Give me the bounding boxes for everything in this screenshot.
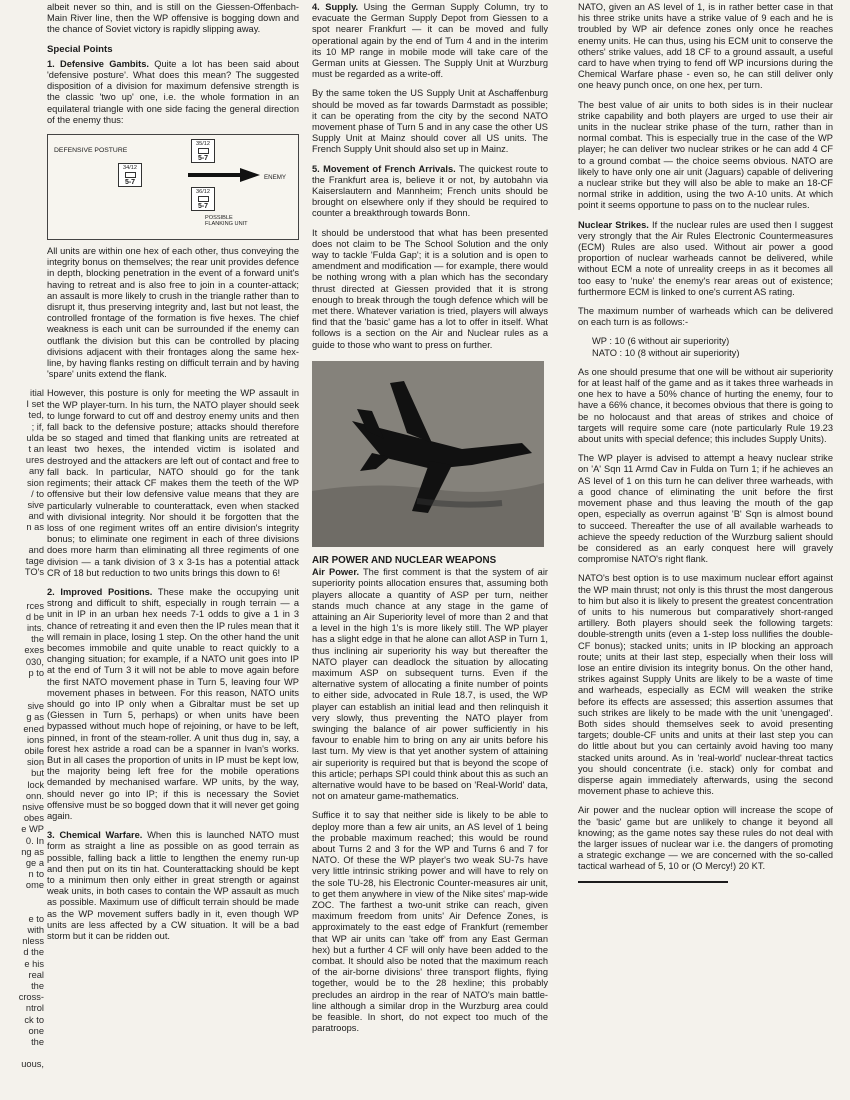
fragment-line [0, 1048, 44, 1059]
fragment-line: onn. [25, 790, 44, 801]
diagram-title: DEFENSIVE POSTURE [54, 147, 128, 155]
fragment-line: rces [26, 600, 44, 611]
french-arrivals-title: 5. Movement of French Arrivals. [312, 163, 456, 174]
fragment-line: d be [25, 611, 44, 622]
fragment-line: TO's [24, 567, 44, 577]
fragment-line: sive [27, 499, 44, 510]
nuclear-strikes-paragraph: Nuclear Strikes. If the nuclear rules are used then I suggest very strongly that the Air Rules Electronic Countermeasures (ECM) Rules are also used. Without air power a good proportion of nuclear warheads cannot be delivered, while without ECM a note of unreality creeps in as it becomes all too easy to 'nuke' the enemy's rear areas out of existence; furthermore ECM is linked to one's current AS rating. [578, 219, 833, 297]
fragment-line: ome [25, 880, 44, 891]
fragment-line: ions [26, 734, 44, 745]
wp-nuclear-paragraph: The WP player is advised to attempt a heavy nuclear strike on 'A' Sqn 11 Armd Cav in Fulda on Turn 1; if he achieves an AS level of 1 on this turn he can deliver three warheads, with a good chance of eliminating the unit before the first movement phase and thus leaving the mouth of the gap open, especially as overrun against 'B' Sqn is almost bound to succeed. Thereafter the use of all available warheads to achieve the speedy reduction of the Wurzburg salient should be considered as an early conquest here will gravely compromise NATO's right flank. [578, 453, 833, 565]
fragment-line: exes [24, 645, 44, 656]
fragment-line: obile [24, 746, 44, 756]
warhead-wp: WP : 10 (6 without air superiority) [592, 336, 730, 347]
air-units-paragraph: Suffice it to say that neither side is likely to be able to deploy more than a few air units, an AS level of 1 being the probable maximum reached; this would be round about Turns 2 and 3 for the WP and Turns 6 and 7 for NATO. Of these the WP player's two weak SU-7s have very little intrinsic striking power and will have to rely on the sole TU-28, his Electronic Counter-measures air unit, to get them anywhere in view of the Nike sites' map-wide ZOC. The farthest a two-unit strike can reach, given maximum freedom from units' Air Defence Zones, is approximately to the east edge of Frankfurt (remember that WP air units can 'take off' from any East German hex) but a further 4 CF will only have been added to the combat. It should also be noted that the maximum reach of the air-borne divisions' three transport flights, flying together, would be to the 28 hexline; this probably precludes an airdrop in the rear of NATO's main battle-line although a similar drop in the Wurzburg area could be feasible. In short, do not expect too much of the paratroops. [312, 810, 548, 1034]
fragment-line: 0. In [25, 835, 44, 846]
fragment-line [0, 690, 44, 701]
fragment-line [0, 679, 44, 690]
nato-nuclear-paragraph: NATO's best option is to use maximum nuclear effort against the WP main thrust; not only is this thrust the most dangerous to him but also it is likely to present the greatest concentration of units to his numerous but comparatively short-ranged artillery. Both players should seek the following targets: double-strength units (even a 1-step loss nullifies the double-CF bonus); stacked units; units in IP blocking an approach route; units at their last step, especially when their loss will lose an entire division its integrity bonus. On the other hand, strikes against Supply Units are likely to be a waste of time and warheads, especially as ECM will weaken the strike before its effects are assessed; this assertion assumes that such strikes are likely to be made with the unit 'unengaged'. Both sides should themselves seek to avoid presenting targets; double-CF units and units at their last step you can do little about but you can certainly avoid having too many stacked units around. As in 'real-world' nuclear-threat tactics you should concentrate (i.e. stack) only for combat and disperse again immediately afterwards, using the second movement phase to achieve this. [578, 573, 833, 797]
fragment-line: / to [31, 488, 44, 499]
chemical-warfare-paragraph: 3. Chemical Warfare. When this is launched NATO must form as straight a line as possible on as good terrain as possible, falling back a little to lengthen the enemy run-up and then put on its tin hat. Counterattacking should be kept to a minimum then only either in great strength or against weak units, in both cases to contain the WP assault as much as possible. Maximum use of difficult terrain should be made as the WP movement suffers badly in it, even though WP units are less affected by a CW situation. It will be a bad storm but it can be ridden out. [47, 830, 299, 942]
posture-paragraph: All units are within one hex of each other, thus conveying the integrity bonus on themselves; the rear unit provides defence in depth, blocking penetration in the event of a forward unit's having to retreat and is also free to join in a counter-attack; an assault is more likely to crush in the triangle rather than to disrupt it, thus preserving integrity and, last but not least, the controlled frontage of the formation is five hexes. The chief weakness is each unit can be surrounded if the enemy can outflank the division but this can be controlled by placing divisions adjacent with their frontages along the same hex-line, by having flanks resting on difficult terrain and by having 'spare' units extend the flank. [47, 246, 299, 380]
fragment-line [0, 891, 44, 902]
fragment-line: e his [24, 958, 44, 969]
section-title: AIR POWER AND NUCLEAR WEAPONS [312, 554, 497, 566]
fragment-line: g as [26, 712, 44, 723]
solution-paragraph: It should be understood that what has been presented does not claim to be The School Solution and the only way to tackle 'Fulda Gap'; it is a solution and is open to amendment and modification — for example, there would be nothing wrong with a plan which has the secondary thrust directed at Giessen provided that it is strong enough to break through the tough defence which will be met there. Whatever variation is tried, players will always find that the 'basic' game has a lot to offer in itself. What follows is a section on the Air and Nuclear rules as a guide to those who want to press on further. [312, 227, 548, 350]
fragment-line: p to [28, 667, 44, 678]
french-arrivals-paragraph: 5. Movement of French Arrivals. The quickest route to the Frankfurt area is, believe it or not, by autobahn via Kaiserslautern and Mannheim; French units should be brought on elsewhere only if they should be required to counter a breakthrough towards Bonn. [312, 163, 548, 219]
unit-counter-front: 35/12 5-7 [191, 139, 215, 163]
fragment-line: with [27, 925, 44, 935]
fragment-line: sion [26, 477, 44, 488]
defensive-gambits-paragraph: 1. Defensive Gambits. Quite a lot has been said about 'defensive posture'. What does this mean? The suggested disposition of a division for maximum defensive strength is the classic 'two up' one, i.e. the whole formation in an equilateral triangle with one side facing the general direction of the enemy thus: [47, 58, 299, 125]
end-rule [578, 881, 728, 883]
unit-counter-flank: 36/12 5-7 [191, 187, 215, 211]
fragment-line: ulda [26, 432, 44, 443]
fragment-line: e WP [21, 824, 44, 835]
column-1 [47, 2, 299, 950]
us-supply-paragraph: By the same token the US Supply Unit at Aschaffenburg should be moved as far towards Darmstadt as possible; it can be operating from the city by the second NATO movement phase of Turn 5 and in any case the other US Supply Unit at Mainz should cover all US units. The French Supply Unit should also set up in Mainz. [312, 88, 548, 155]
unit-counter-rear: 34/12 5-7 [118, 163, 142, 187]
aircraft-photo [312, 361, 544, 547]
fragment-line: ened [23, 723, 44, 734]
fragment-line: ntrol [25, 1003, 44, 1014]
supply-paragraph: 4. Supply. Using the German Supply Column, try to evacuate the German Supply Depot from Giessen to a spot nearer Frankfurt — it can be moved and fully operational again by the end of Turn 4 and in the interim its 10 MP range in mobile mode will take care of the German units at Giessen. The Supply Unit at Wurzburg must be regarded as a write-off. [312, 2, 548, 80]
fragment-line: one [28, 1025, 44, 1036]
fragment-line: the [31, 1036, 44, 1047]
fragment-line [0, 578, 44, 589]
fragment-line: but [31, 768, 44, 779]
fragment-line: the [31, 634, 44, 645]
flanking-unit-label: POSSIBLE FLANKING UNIT [205, 215, 248, 228]
air-power-paragraph: Air Power. The first comment is that the system of air superiority points allocation ensures that, assuming both players allocate a quantity of ASP per turn, neither stands much chance at any stage in the game of attaining an Air Superiority level of more than 2 and that a level in the high 1's is more likely still. The WP player has a slight edge in that he alone can allot ASP in Turn 1, thus inclining air superiority his way but thereafter the NATO player can deadlock the situation by allocating maximum ASP on subsequent turns. Even if the alternative system of allocating a finite number of points to either side, advocated in Rule 18.7, is used, the WP player can establish an initial lead and then relinquish it very slowly, thus preventing the NATO player from swinging the balance of air power sufficiently in his favour to enable him to bring on any air units before his last turn. My view is that yet another system of attaining air superiority is required but that is beyond the scope of this article; perhaps SPI could think about this as such an alternative would have to be based on 'Real-World' data, not on amateur game-mathematics. [312, 567, 549, 802]
fragment-line: real [28, 969, 44, 980]
unit-symbol-icon [198, 148, 209, 154]
fragment-line [0, 589, 44, 600]
intro-paragraph: albeit never so thin, and is still on the Giessen-Offenbach-Main River line, then the WP offensive is bogging down and the chance of Soviet victory is rapidly slipping away. [47, 2, 299, 35]
nuclear-strikes-title: Nuclear Strikes. [578, 219, 649, 230]
unit-symbol-icon [125, 172, 136, 178]
column-2 [312, 2, 548, 1042]
chemical-warfare-title: 3. Chemical Warfare. [47, 830, 143, 841]
fragment-line: ; if, [31, 421, 44, 432]
fragment-line: e to [28, 913, 44, 924]
warhead-list [592, 336, 833, 358]
fragment-line [0, 533, 44, 544]
fragment-line: ures [25, 455, 44, 466]
fragment-line: n to [28, 869, 44, 880]
supply-title: 4. Supply. [312, 2, 359, 12]
holocaust-paragraph: As one should presume that one will be without air superiority for at least half of the game and as it takes three warheads in one hex to have a 50% chance of hurting the enemy, four to have a 66% chance, it becomes obvious that there is going to be no holocaust and that areas of strikes and choice of targets will require some care (note particularly Rule 19.23 about units with special defence; this includes Supply Units). [578, 366, 833, 445]
fragment-line: sion [26, 757, 44, 768]
defensive-gambits-title: 1. Defensive Gambits. [47, 58, 149, 69]
defensive-posture-diagram [47, 134, 299, 240]
warhead-nato: NATO : 10 (8 without air superiority) [592, 347, 740, 358]
column-3 [578, 2, 833, 883]
fragment-line: ng as [21, 846, 44, 857]
fragment-line: tage [25, 555, 44, 566]
fragment-line: lock [27, 779, 44, 790]
fragment-line [0, 903, 44, 914]
nato-air-paragraph: NATO, given an AS level of 1, is in rather better case in that his three strike units have a strike value of 9 each and he is troubled by WP air defence zones only once he reaches enemy units. He can thus, using his ECM unit to conserve the others' strike values, add 18 CF to a ground assault, a useful card to have when trying to fend off WP incursions during the Chemical Warfare phase - even so, he can still deliver only one heavy punch once, on one hex, per turn. [578, 2, 833, 91]
fragment-line: and [28, 544, 44, 555]
fragment-line: cross- [18, 992, 44, 1003]
fragment-line: the [31, 980, 44, 991]
fragment-line: t an [28, 443, 44, 454]
fragment-line: ints. [26, 622, 44, 633]
fragment-line: d the [23, 947, 44, 958]
conclusion-paragraph: Air power and the nuclear option will increase the scope of the 'basic' game but are unlikely to change it beyond all knowing; as the game notes say these rules do not deal with the larger issues of nuclear war i.e. the dangers of promoting a strategic exchange — we are concerned with the so-called tactical warhead of 5, 10 or (O Mercy!) 20 KT. [578, 805, 833, 872]
warheads-intro: The maximum number of warheads which can be delivered on each turn is as follows:- [578, 306, 833, 328]
air-power-title: Air Power. [312, 567, 360, 578]
unit-symbol-icon [198, 196, 209, 202]
fragment-line: sive [27, 701, 44, 712]
fragment-line: nsive [22, 801, 44, 812]
nuclear-strike-capability-paragraph: The best value of air units to both sides is in their nuclear strike capability and both players are urged to use their air units in the nuclear strike phase of the turn, rather than in normal combat. This is especially true in the case of the WP player; he can deliver two nuclear strikes or he can add 4 CF to a ground combat — the choice seems obvious. NATO are likely to have only one air unit (Jaguars) capable of delivering a nuclear strike but they will also be able to make an 18-CF normal strike in addition, using the two A-10 units. At which point it seems opportune to pass on to the nuclear rules. [578, 99, 833, 211]
improved-positions-title: 2. Improved Positions. [47, 586, 153, 597]
fragment-line: ge a [25, 857, 44, 868]
enemy-label: ENEMY [264, 174, 287, 182]
tactics-paragraph: However, this posture is only for meeting the WP assault in the WP player-turn. In his turn, the NATO player should seek to lunge forward to cut off and destroy enemy units and then fall back to the defensive posture; attacks should therefore be so staged and timed that flanking units are retreated at least two hexes, the intended victim is isolated and destroyed and the attackers are left out of contact and free to fall back. In particular, NATO should go for the tank regiments; their attack CF makes them the teeth of the WP offensive but their low defensive value means that they are particularly vulnerable to counterattack, even when stacked with divisional integrity. Nor should it be forgotten that the loss of one regiment writes off an entire division's integrity bonus; to eliminate one regiment in each of three divisions does more harm than eliminating all three regiments of one division — a tank division of 3 x 3-1s has a potential attack CR of 18 but reduction to two units brings this down to 6! [47, 388, 299, 578]
fragment-line: obes [23, 813, 44, 824]
fragment-line: any [29, 466, 44, 477]
fragment-line: uous, [21, 1059, 44, 1070]
special-points-heading: Special Points [47, 43, 113, 55]
fragment-line: ted, [28, 410, 44, 421]
fragment-line: itial [30, 388, 44, 398]
arrow-right-icon [188, 168, 260, 182]
fragment-line: ck to [24, 1014, 44, 1025]
fragment-line: n as [26, 522, 44, 533]
fragment-line: I set [26, 399, 44, 410]
fragment-line: nless [22, 936, 44, 947]
fragment-line: and [28, 511, 44, 522]
fragment-line: 030, [25, 656, 44, 667]
facing-page-fragment [0, 388, 44, 1070]
improved-positions-paragraph: 2. Improved Positions. These make the occupying unit strong and difficult to shift, especially in rough terrain — a unit in IP in an urban hex needs 7-1 odds to give a 1 in 3 chance of retreating it and even then the IP rules mean that it will remain in place, losing 1 step. On the other hand the unit becomes immobile and quite unable to react quickly to a changing situation; for example, if a NATO unit goes into IP at the end of Turn 3 it will not be able to move again before the first NATO movement phase in Turn 5, leaving four WP movement phases in between. For this reason, NATO units should go into IP only when a Gibraltar must be set up (Giessen in Turn 5, perhaps) or when units have been bypassed without much hope of rejoining, or have to be left, pinned, in front of the steam-roller. A unit thus dug in, say, a forest hex astride a road can be a spanner in Ivan's works. But in all cases the proportion of units in IP must be kept low, the majority being left free for the mobile operations demanded by mechanised warfare. WP units, by the way, should never go into IP; if this is necessary the Soviet offensive must be so bogged down that it will never get going again. [47, 586, 299, 821]
